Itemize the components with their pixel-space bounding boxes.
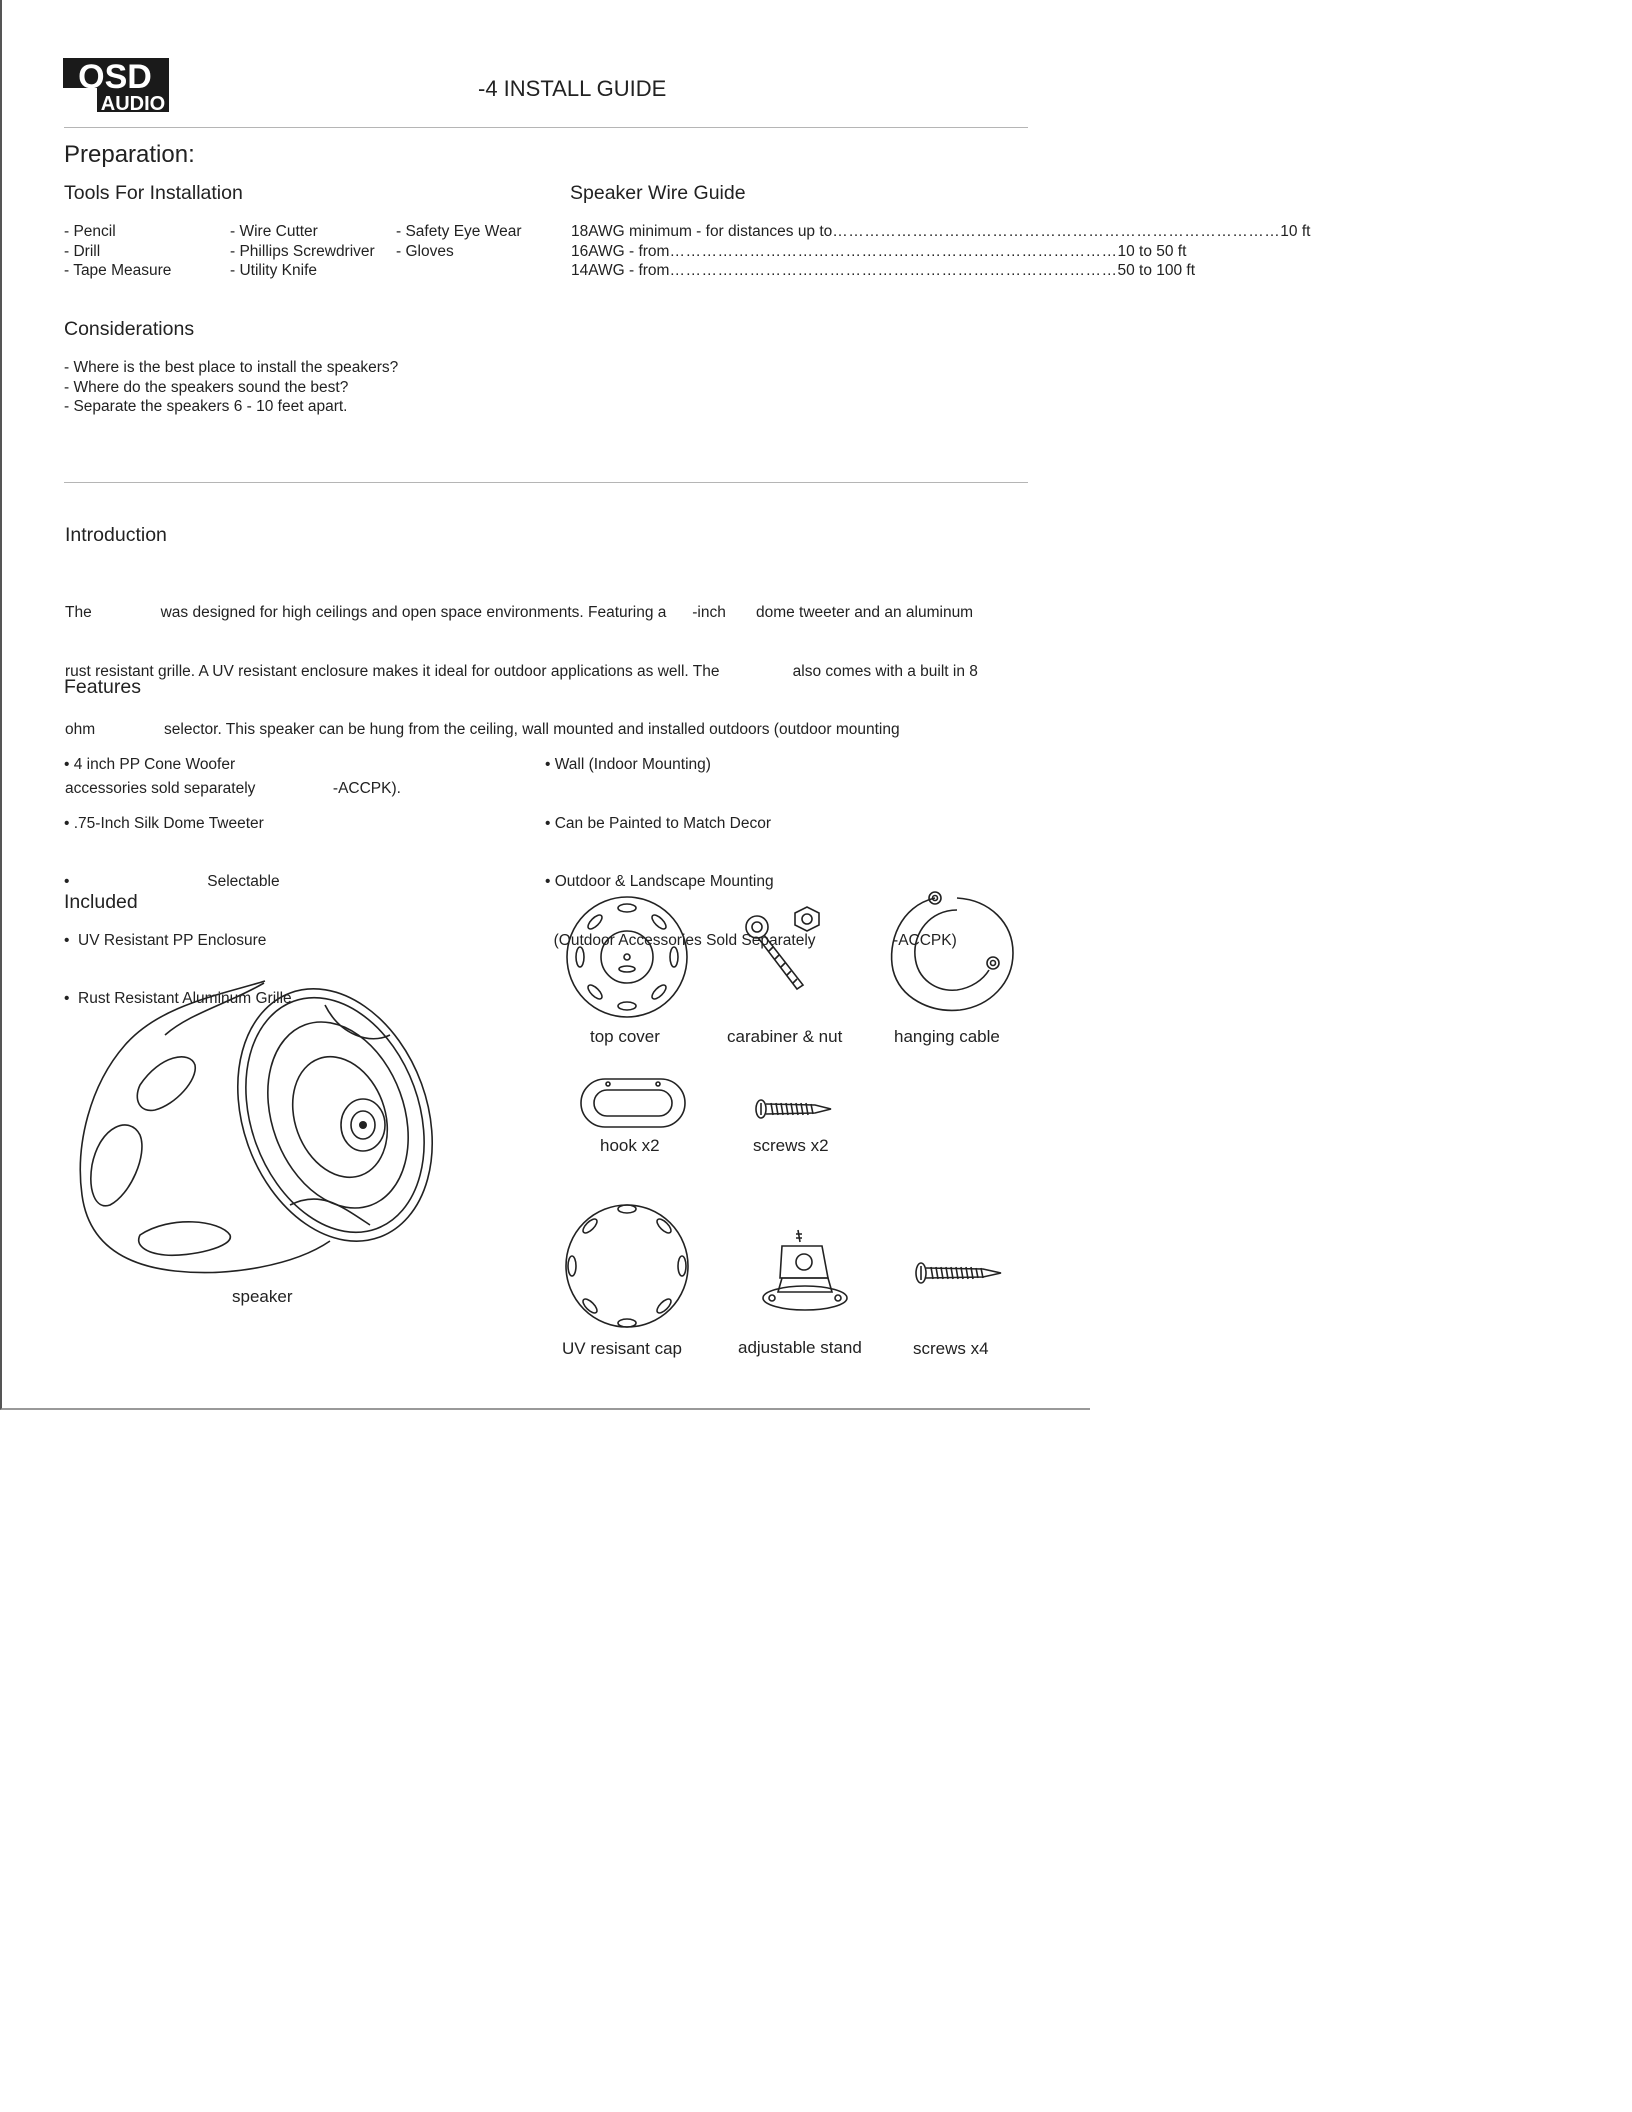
feature-item: • Outdoor & Landscape Mounting <box>545 873 774 890</box>
tool-item: - Gloves <box>396 242 454 260</box>
top-cover-illustration <box>560 895 695 1020</box>
feature-item: • .75-Inch Silk Dome Tweeter <box>64 814 264 832</box>
hanging-cable-illustration <box>885 888 1020 1018</box>
feature-item: • 4 inch PP Cone Woofer <box>64 756 236 773</box>
hook-caption: hook x2 <box>600 1136 660 1155</box>
leader-dots: ………………………………………………………………………… <box>669 262 1118 279</box>
wire-guide-row <box>571 242 1187 262</box>
feature-item: (Outdoor Accessories Sold Separately -ACCPK) <box>545 931 957 949</box>
features-heading: Features <box>64 676 141 698</box>
tool-item: - Utility Knife <box>230 262 317 279</box>
tools-list-col1 <box>64 222 171 281</box>
leader-dots: ………………………………………………………………………… <box>832 223 1281 240</box>
leader-dots: ………………………………………………………………………… <box>669 242 1118 260</box>
introduction-line: rust resistant grille. A UV resistant enclosure makes it ideal for outdoor applications as well. The also comes with a built in 8 <box>65 662 978 680</box>
adjustable-stand-illustration <box>762 1226 852 1316</box>
consideration-item: - Separate the speakers 6 - 10 feet apart. <box>64 398 348 415</box>
considerations-list <box>64 358 398 417</box>
preparation-heading: Preparation: <box>64 141 195 168</box>
introduction-line: accessories sold separately -ACCPK). <box>65 779 401 797</box>
speaker-caption: speaker <box>232 1287 293 1306</box>
consideration-item: - Where do the speakers sound the best? <box>64 378 349 396</box>
considerations-heading: Considerations <box>64 318 195 340</box>
feature-item: • Can be Painted to Match Decor <box>545 814 771 832</box>
tool-item: - Pencil <box>64 223 116 240</box>
wire-gauge-label: 16AWG - from <box>571 242 670 260</box>
wire-distance: 10 ft <box>1280 223 1311 240</box>
logo-text-bottom: AUDIO <box>100 93 166 115</box>
tools-heading: Tools For Installation <box>64 182 243 204</box>
uv-cap-illustration <box>560 1202 695 1332</box>
screws-large-caption: screws x4 <box>913 1339 989 1358</box>
carabiner-caption: carabiner & nut <box>727 1027 843 1046</box>
top-cover-caption: top cover <box>590 1027 660 1046</box>
tool-item: - Drill <box>64 242 101 260</box>
wire-gauge-label: 14AWG - from <box>571 262 670 279</box>
feature-item: • UV Resistant PP Enclosure <box>64 931 267 949</box>
tool-item: - Phillips Screwdriver <box>230 242 375 260</box>
feature-item: • Rust Resistant Aluminum Grille <box>64 990 292 1007</box>
feature-item: • Wall (Indoor Mounting) <box>545 756 711 773</box>
introduction-heading: Introduction <box>65 524 167 546</box>
speaker-illustration <box>70 975 460 1295</box>
tool-item: - Wire Cutter <box>230 223 318 240</box>
osd-audio-logo <box>63 58 169 115</box>
hanging-cable-caption: hanging cable <box>894 1027 1000 1046</box>
logo-text-top: OSD <box>78 58 152 96</box>
feature-item: • Selectable <box>64 873 280 890</box>
adjustable-stand-caption: adjustable stand <box>738 1338 862 1357</box>
included-heading: Included <box>64 891 138 913</box>
tool-item: - Safety Eye Wear <box>396 223 522 240</box>
section-divider <box>64 482 1028 483</box>
wire-guide-heading: Speaker Wire Guide <box>570 182 746 204</box>
wire-guide-table <box>571 222 1311 281</box>
screw-small-illustration <box>753 1094 833 1124</box>
screws-small-caption: screws x2 <box>753 1136 829 1155</box>
wire-distance: 10 to 50 ft <box>1117 242 1187 260</box>
uv-cap-caption: UV resisant cap <box>562 1339 682 1358</box>
wire-guide-row <box>571 261 1196 281</box>
tools-list-col2 <box>230 222 375 281</box>
tools-list-col3 <box>396 222 521 261</box>
wire-guide-row <box>571 222 1311 242</box>
introduction-line: ohm selector. This speaker can be hung from the ceiling, wall mounted and installed outdoors (outdoor mounting <box>65 721 900 738</box>
wire-gauge-label: 18AWG minimum - for distances up to <box>571 223 833 240</box>
consideration-item: - Where is the best place to install the speakers? <box>64 359 399 376</box>
tool-item: - Tape Measure <box>64 262 172 279</box>
screw-large-illustration <box>913 1258 1003 1288</box>
document-title: -4 INSTALL GUIDE <box>478 76 667 101</box>
wire-distance: 50 to 100 ft <box>1117 262 1196 279</box>
hook-illustration <box>578 1076 688 1131</box>
introduction-line: The was designed for high ceilings and open space environments. Featuring a -inch dome tweeter and an aluminum <box>65 604 974 621</box>
carabiner-nut-illustration <box>735 905 835 1000</box>
header-divider <box>64 127 1028 128</box>
